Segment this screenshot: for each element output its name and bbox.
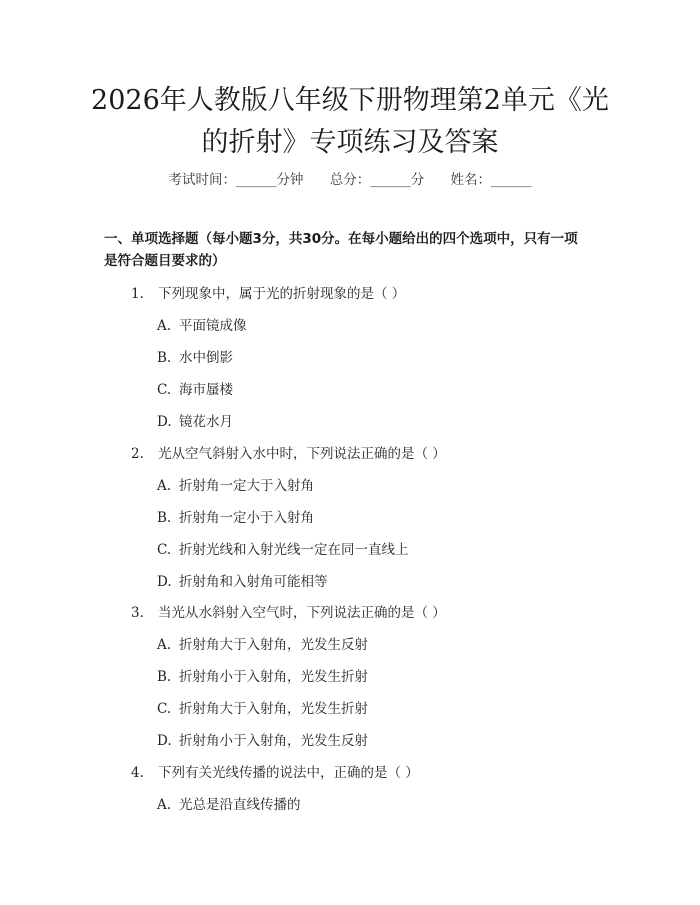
question-3-option-a xyxy=(157,633,368,653)
option-text: 折射光线和入射光线一定在同一直线上 xyxy=(179,542,409,558)
option-text: 折射角一定小于入射角 xyxy=(179,510,314,526)
option-text: 水中倒影 xyxy=(179,350,233,366)
option-letter: D. xyxy=(157,574,172,590)
question-2-option-d xyxy=(157,570,328,590)
option-letter: B. xyxy=(157,350,172,366)
section-1-heading xyxy=(104,228,604,272)
exam-title-line-2: 的折射》专项练习及答案 xyxy=(201,127,499,158)
question-text: 下列现象中，属于光的折射现象的是（ ） xyxy=(158,286,406,302)
question-1-option-a xyxy=(157,314,247,334)
question-text: 光从空气斜射入水中时，下列说法正确的是（ ） xyxy=(158,446,446,462)
option-letter: C. xyxy=(157,542,172,558)
question-text: 当光从水斜射入空气时，下列说法正确的是（ ） xyxy=(158,605,446,621)
option-text: 海市蜃楼 xyxy=(179,382,233,398)
exam-meta xyxy=(0,168,700,188)
option-text: 折射角和入射角可能相等 xyxy=(179,574,328,590)
option-text: 折射角小于入射角，光发生反射 xyxy=(179,733,368,749)
question-3-option-b xyxy=(157,665,368,685)
option-letter: C. xyxy=(157,382,172,398)
question-3 xyxy=(131,601,446,621)
question-3-option-d xyxy=(157,729,368,749)
option-letter: A. xyxy=(157,797,172,813)
option-text: 光总是沿直线传播的 xyxy=(179,797,301,813)
question-1 xyxy=(131,282,405,302)
total-score-field: 总分：______分 xyxy=(329,172,425,188)
question-number: 2. xyxy=(131,446,144,462)
option-text: 折射角一定大于入射角 xyxy=(179,478,314,494)
question-4-option-a xyxy=(157,793,301,813)
question-4 xyxy=(131,761,419,781)
question-number: 4. xyxy=(131,765,144,781)
student-name-field: 姓名：______ xyxy=(450,172,532,188)
option-text: 折射角小于入射角，光发生折射 xyxy=(179,669,368,685)
exam-title xyxy=(70,80,630,164)
question-1-option-d xyxy=(157,410,233,430)
option-text: 折射角大于入射角，光发生反射 xyxy=(179,637,368,653)
option-text: 平面镜成像 xyxy=(179,318,247,334)
option-letter: D. xyxy=(157,733,172,749)
exam-time-field: 考试时间：______分钟 xyxy=(168,172,304,188)
option-letter: D. xyxy=(157,414,172,430)
question-2 xyxy=(131,442,446,462)
question-3-option-c xyxy=(157,697,368,717)
option-letter: A. xyxy=(157,478,172,494)
question-number: 1. xyxy=(131,286,144,302)
exam-title-line-1: 2026年人教版八年级下册物理第2单元《光 xyxy=(91,85,609,116)
option-letter: B. xyxy=(157,510,172,526)
question-1-option-b xyxy=(157,346,233,366)
question-2-option-c xyxy=(157,538,409,558)
option-letter: A. xyxy=(157,318,172,334)
option-letter: B. xyxy=(157,669,172,685)
option-letter: C. xyxy=(157,701,172,717)
option-letter: A. xyxy=(157,637,172,653)
question-1-option-c xyxy=(157,378,233,398)
question-number: 3. xyxy=(131,605,144,621)
question-text: 下列有关光线传播的说法中，正确的是（ ） xyxy=(158,765,419,781)
option-text: 镜花水月 xyxy=(179,414,233,430)
section-1-heading-line-2: 是符合题目要求的） xyxy=(104,253,226,269)
question-2-option-b xyxy=(157,506,314,526)
section-1-heading-line-1: 一、单项选择题（每小题3分，共30分。在每小题给出的四个选项中，只有一项 xyxy=(104,231,578,247)
option-text: 折射角大于入射角，光发生折射 xyxy=(179,701,368,717)
question-2-option-a xyxy=(157,474,314,494)
